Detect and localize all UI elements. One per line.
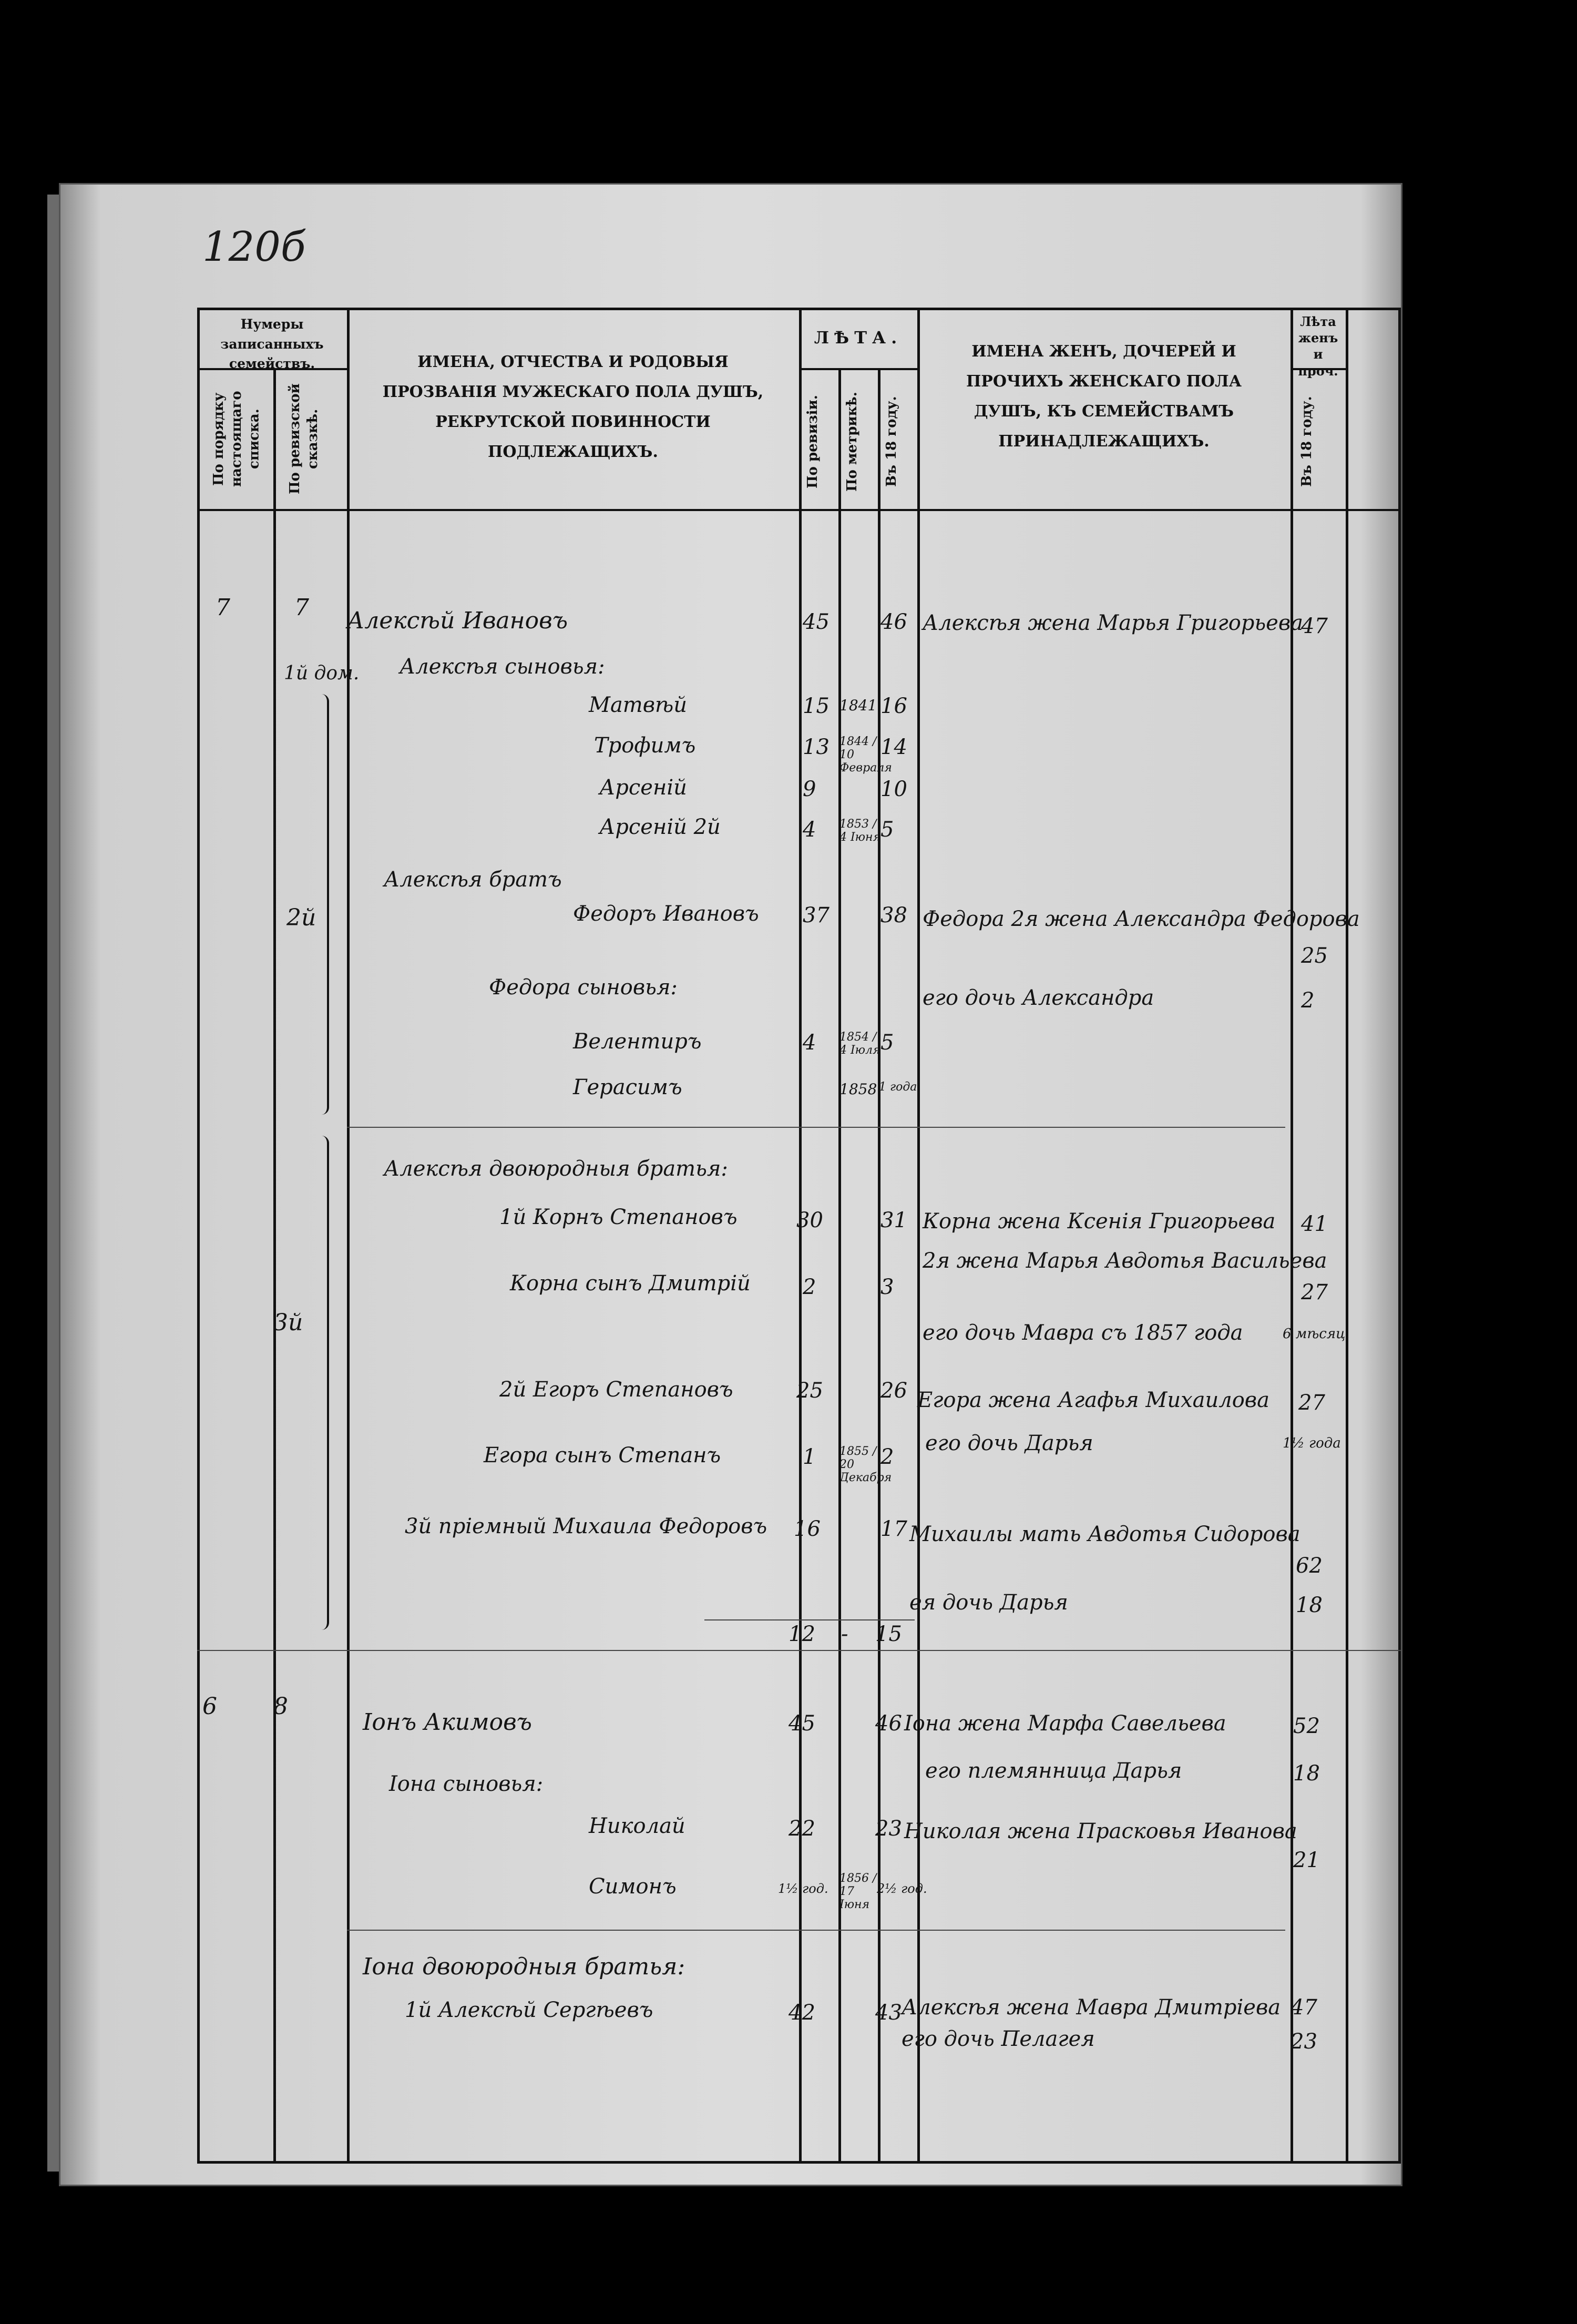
male-name: 1й Алексѣй Сергѣевъ <box>405 1998 653 2022</box>
male-age-revision: 22 <box>788 1817 815 1841</box>
header-female-years: Лѣта женъ и проч. <box>1298 314 1338 379</box>
male-metric-date: 1856 / 17 Іюня <box>839 1872 877 1911</box>
female-entry: Михаилы мать Авдотья Сидорова <box>909 1522 1300 1546</box>
female-age: 6 мѣсяц. <box>1283 1326 1350 1342</box>
male-name: Алексѣя сыновья: <box>400 655 605 679</box>
male-name: Алексѣя двоюродныя братья: <box>384 1157 728 1181</box>
male-name: Арсеній 2й <box>599 815 721 839</box>
female-age: 25 <box>1301 944 1328 968</box>
female-age: 2 <box>1301 988 1315 1013</box>
total-revision: 12 <box>788 1622 815 1646</box>
total-in-18: 15 <box>875 1622 902 1646</box>
female-age: 27 <box>1298 1391 1325 1415</box>
female-age: 62 <box>1296 1554 1323 1578</box>
col-rule <box>273 368 276 2164</box>
male-metric-date: 1844 / 10 Февраля <box>839 735 892 774</box>
male-age-18: 3 <box>880 1275 894 1299</box>
female-age: 27 <box>1301 1280 1328 1304</box>
male-age-18: 2 <box>880 1445 894 1469</box>
female-age: 1½ года <box>1283 1435 1341 1451</box>
male-metric-date: 1853 / 4 Іюня <box>839 818 881 844</box>
male-age-revision: 1 <box>803 1445 816 1469</box>
header-female-names: ИМЕНА ЖЕНЪ, ДОЧЕРЕЙ И ПРОЧИХЪ ЖЕНСКАГО ПОЛА ДУШЪ, КЪ СЕМЕЙСТВАМЪ ПРИНАДЛЕЖАЩИХЪ. <box>966 342 1242 451</box>
female-entry: Николая жена Прасковья Ивановa <box>904 1819 1297 1843</box>
female-entry: Корна жена Ксенія Григорьева <box>923 1209 1276 1234</box>
male-age-revision: 4 <box>803 1031 816 1055</box>
header-by-metrics: По метрикѣ. <box>844 392 860 492</box>
male-name: 3й пріемный Михаила Федоровъ <box>405 1514 767 1538</box>
female-entry: его дочь Александра <box>923 986 1154 1010</box>
female-entry: Іона жена Марфа Савельева <box>904 1711 1226 1736</box>
female-age: 41 <box>1301 1212 1328 1236</box>
male-name: Алексѣй Ивановъ <box>347 607 568 634</box>
header-revision-tale: По ревизской сказкѣ. <box>287 383 321 495</box>
household-label: 2й <box>286 904 316 931</box>
header-male-names: ИМЕНА, ОТЧЕСТВА И РОДОВЫЯ ПРОЗВАНІЯ МУЖЕСКАГО ПОЛА ДУШЪ, РЕКРУТСКОЙ ПОВИННОСТИ ПОДЛЕЖАЩИХЪ. <box>382 353 764 461</box>
male-name: Федоръ Ивановъ <box>573 902 759 926</box>
male-age-18: 46 <box>875 1711 902 1736</box>
male-name: Арсеній <box>599 776 687 800</box>
male-age-revision: 4 <box>803 818 816 842</box>
male-age-18: 43 <box>875 2001 902 2025</box>
female-entry: его дочь Маврa съ 1857 года <box>923 1321 1243 1345</box>
male-age-18: 31 <box>880 1208 907 1232</box>
female-age: 23 <box>1291 2030 1317 2054</box>
male-age-18: 1 года <box>879 1081 917 1094</box>
header-current-list: По порядку настоящаго списка. <box>211 391 262 487</box>
male-age-18: 10 <box>880 777 907 801</box>
female-age: 47 <box>1291 1995 1317 2020</box>
female-age: 47 <box>1301 614 1328 638</box>
household-brace <box>322 1136 329 1630</box>
total-metrics: - <box>841 1622 848 1646</box>
male-name: Егора сынъ Степанъ <box>484 1443 721 1467</box>
male-age-revision: 30 <box>796 1208 823 1232</box>
male-metric-date: 1858 <box>839 1081 877 1098</box>
female-age: 52 <box>1293 1714 1320 1738</box>
col-rule <box>1346 308 1348 2164</box>
male-age-18: 5 <box>880 1031 894 1055</box>
male-name: Алексѣя братъ <box>384 868 562 892</box>
header-family-numbers: Нумеры записанныхъ семействъ. <box>220 317 324 371</box>
male-age-revision: 16 <box>794 1517 821 1541</box>
male-age-18: 38 <box>880 903 907 927</box>
male-age-18: 46 <box>880 610 907 634</box>
male-name: Іона двоюродныя братья: <box>363 1953 685 1980</box>
household-label: 1й дом. <box>284 662 360 684</box>
male-age-revision: 2 <box>803 1275 816 1299</box>
family-number-current: 7 <box>216 594 230 621</box>
male-name: Велентиръ <box>573 1030 702 1054</box>
header-bottom-rule <box>197 509 1401 511</box>
male-age-revision: 45 <box>803 610 830 634</box>
male-metric-date: 1855 / 20 Декабря <box>839 1445 892 1484</box>
header-years: ЛѢТА. <box>814 328 903 348</box>
male-age-revision: 15 <box>803 694 830 718</box>
section-rule <box>347 1930 1285 1931</box>
male-name: Корна сынъ Дмитрій <box>510 1271 751 1296</box>
female-entry: его дочь Дарья <box>925 1431 1093 1455</box>
female-entry: Федора 2я жена Александра Федорова <box>923 907 1360 931</box>
male-name: Іона сыновья: <box>389 1772 544 1796</box>
female-entry: его племянница Дарья <box>925 1759 1182 1783</box>
header-female-in-18: Въ 18 году. <box>1299 396 1315 487</box>
female-age: 21 <box>1293 1848 1320 1872</box>
header-by-revision: По ревизіи. <box>805 395 821 488</box>
male-age-18: 14 <box>880 735 907 759</box>
family-number-current: 6 <box>202 1693 217 1720</box>
male-age-revision: 13 <box>803 735 830 759</box>
male-age-revision: 37 <box>803 903 830 927</box>
section-rule <box>347 1127 1285 1128</box>
family-number-revision: 8 <box>273 1693 288 1720</box>
male-metric-date: 1841 <box>839 697 877 714</box>
male-age-18: 17 <box>880 1517 907 1541</box>
male-name: Трофимъ <box>594 733 696 758</box>
male-age-revision: 45 <box>788 1711 815 1736</box>
male-name: Федора сыновья: <box>489 975 678 1000</box>
male-age-18: 16 <box>880 694 907 718</box>
male-name: Матвѣй <box>589 693 688 717</box>
folio-number: 120б <box>202 223 306 271</box>
male-metric-date: 1854 / 4 Іюля <box>839 1031 880 1057</box>
col-rule <box>1291 308 1293 2164</box>
header-rule <box>799 368 917 370</box>
total-rule <box>704 1619 915 1620</box>
male-age-revision: 42 <box>788 2001 815 2025</box>
female-entry: его дочь Пелагея <box>902 2027 1095 2051</box>
male-age-revision: 25 <box>796 1379 823 1403</box>
col-rule <box>347 308 350 2164</box>
male-age-18: 5 <box>880 818 894 842</box>
male-age-18: 26 <box>880 1379 907 1403</box>
female-entry: ея дочь Дарья <box>909 1591 1068 1615</box>
male-age-revision: 9 <box>803 777 816 801</box>
male-name: Николай <box>589 1814 685 1838</box>
female-entry: 2я жена Марья Авдотья Васильева <box>923 1249 1327 1273</box>
female-age: 18 <box>1296 1593 1323 1617</box>
male-name: 1й Корнъ Степановъ <box>499 1205 738 1229</box>
female-entry: Алексѣя жена Мавра Дмитріева <box>902 1995 1281 2020</box>
female-entry: Егора жена Агафья Михаиловa <box>917 1388 1269 1412</box>
male-name: Герасимъ <box>573 1075 682 1099</box>
household-label: 3й <box>273 1309 303 1336</box>
male-age-18: 2½ год. <box>877 1881 927 1896</box>
male-name: 2й Егоръ Степановъ <box>499 1378 733 1402</box>
male-age-revision: 1½ год. <box>778 1881 828 1896</box>
family-number-revision: 7 <box>294 594 309 621</box>
header-in-18: Въ 18 году. <box>884 396 899 487</box>
male-age-18: 23 <box>875 1817 902 1841</box>
household-brace <box>322 694 329 1115</box>
family-rule <box>197 1650 1401 1651</box>
female-entry: Алексѣя жена Марья Григорьева <box>923 611 1303 635</box>
female-age: 18 <box>1293 1761 1320 1786</box>
male-name: Іонъ Акимовъ <box>363 1709 533 1736</box>
male-name: Симонъ <box>589 1874 677 1899</box>
